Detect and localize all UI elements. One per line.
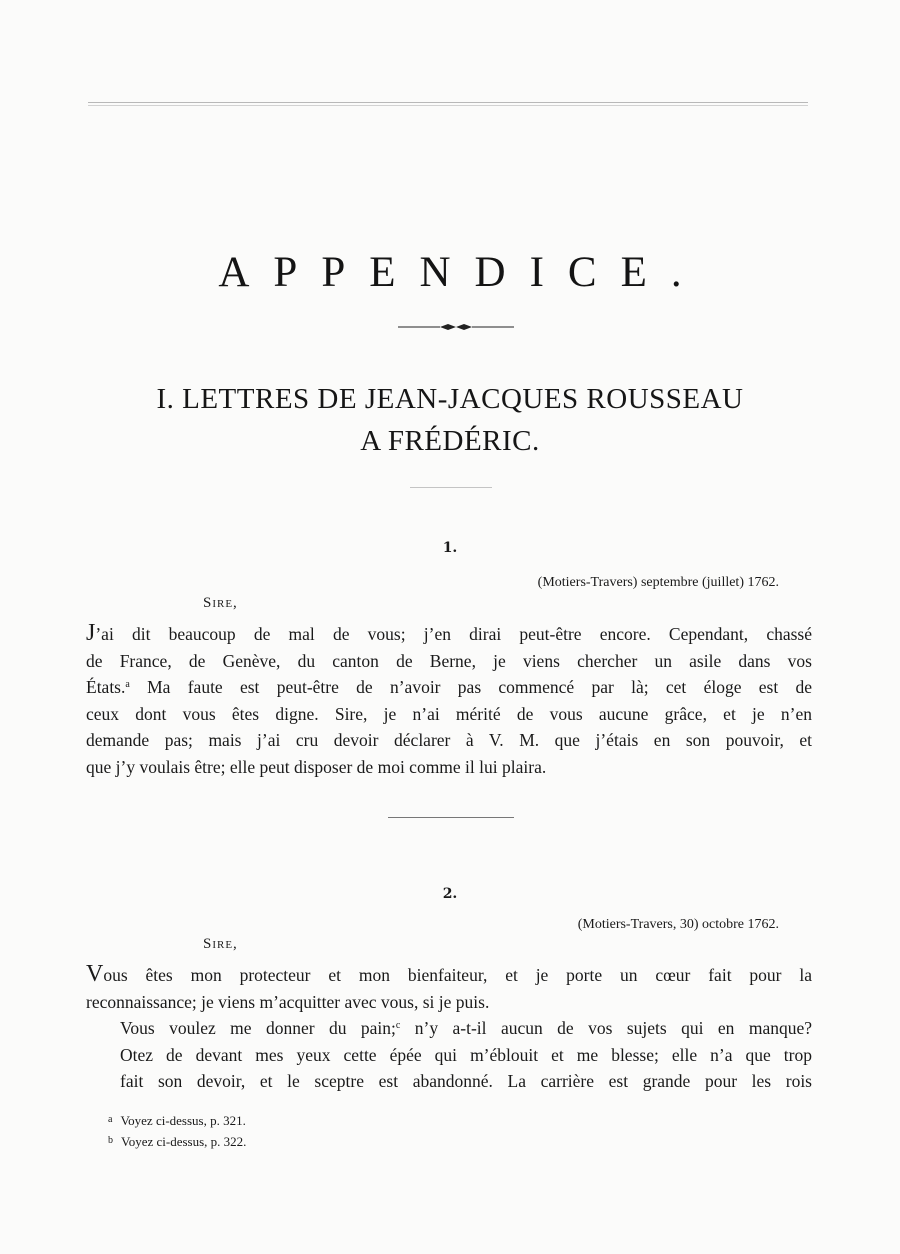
letter-paragraph <box>86 962 812 1015</box>
letter-number: 1. <box>442 540 458 556</box>
letter-dateline: (Motiers-Travers, 30) octobre 1762. <box>577 917 779 932</box>
footnote <box>108 1110 708 1131</box>
letter-paragraph <box>86 621 812 781</box>
drop-cap: V <box>86 961 104 987</box>
letter-dateline: (Motiers-Travers) septembre (juillet) 1762. <box>537 575 779 590</box>
drop-cap: J <box>86 620 96 646</box>
letter-number: 2. <box>442 886 458 902</box>
top-rule <box>88 102 808 106</box>
page-title: APPENDICE. <box>218 249 706 296</box>
text-line-content: États. <box>86 677 126 698</box>
text-line: reconnaissance; je viens m’acquitter avec vous, si je puis. <box>86 991 490 1012</box>
footnote <box>108 1131 708 1152</box>
ornament-divider <box>396 320 516 334</box>
letter-salutation: Sire, <box>203 595 238 611</box>
footnote-mark: a <box>108 1114 113 1125</box>
text-line <box>86 962 812 989</box>
text-line: ceux dont vous êtes digne. Sire, je n’ai mérité de vous aucune grâce, et je n’en <box>86 703 812 724</box>
text-line: de France, de Genève, du canton de Berne, je viens chercher un asile dans vos <box>86 650 812 671</box>
footnote-text: Voyez ci-dessus, p. 321. <box>120 1113 246 1128</box>
section-heading-line2: A FRÉDÉRIC. <box>360 425 540 457</box>
text-line-content: Vous voulez me donner du pain; <box>120 1018 396 1038</box>
text-line-content: ’ai dit beaucoup de mal de vous; j’en dirai peut-être encore. Cependant, chassé <box>95 624 812 644</box>
text-line-content: ous êtes mon protecteur et mon bienfaiteur, et je porte un cœur fait pour la <box>103 965 812 985</box>
text-line: Otez de devant mes yeux cette épée qui m’éblouit et me blesse; elle n’a que trop <box>120 1044 812 1065</box>
section-rule <box>410 487 492 488</box>
text-line <box>86 621 812 648</box>
text-line-content: Ma faute est peut-être de n’avoir pas commencé par là; cet éloge est de <box>129 677 812 698</box>
text-line: fait son devoir, et le sceptre est abandonné. La carrière est grande pour les rois <box>120 1071 812 1092</box>
text-line: demande pas; mais j’ai cru devoir déclarer à V. M. que j’étais en son pouvoir, et <box>86 730 812 751</box>
footnote-mark: b <box>108 1135 113 1146</box>
footnote-ref: a <box>125 679 130 691</box>
text-line-content: n’y a-t-il aucun de vos sujets qui en manque? <box>400 1018 812 1038</box>
footnotes <box>108 1110 708 1152</box>
section-heading <box>100 378 800 462</box>
letter-separator-rule <box>388 817 514 818</box>
section-heading-line1: I. LETTRES DE JEAN-JACQUES ROUSSEAU <box>156 383 744 415</box>
letter-paragraph <box>86 1015 812 1095</box>
text-line <box>86 674 812 701</box>
footnote-ref: c <box>395 1020 401 1031</box>
text-line <box>86 1015 812 1042</box>
footnote-text: Voyez ci-dessus, p. 322. <box>121 1134 247 1149</box>
letter-salutation: Sire, <box>203 936 238 952</box>
text-line: que j’y voulais être; elle peut disposer de moi comme il lui plaira. <box>86 756 547 777</box>
